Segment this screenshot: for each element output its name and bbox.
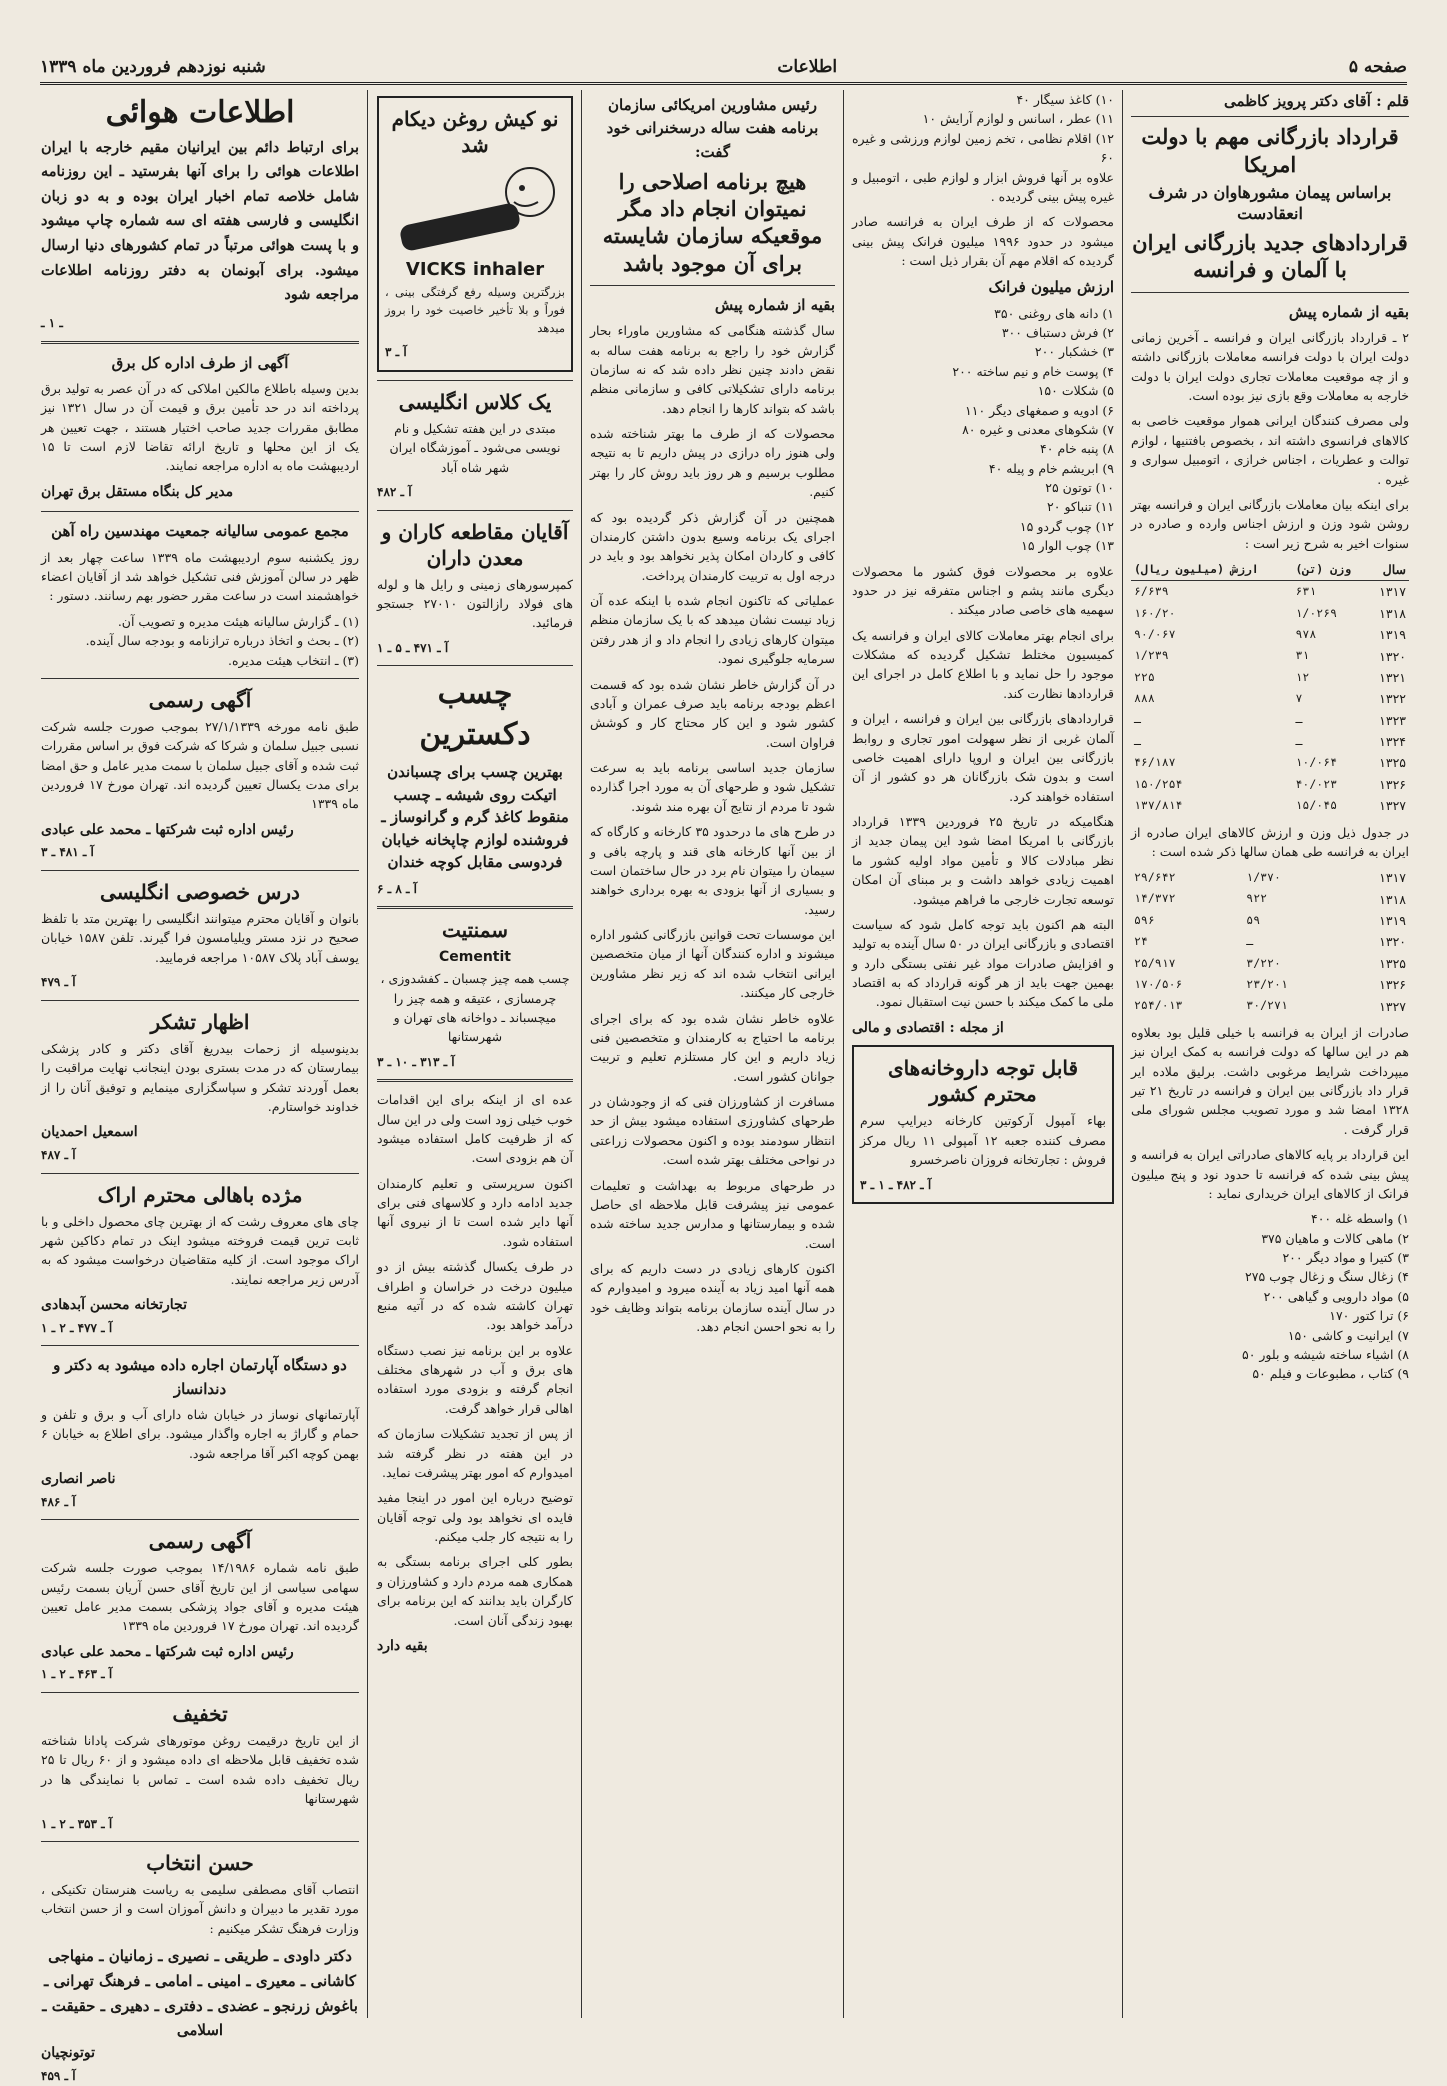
table-row (1131, 889, 1409, 910)
paragraph: محصولات که از طرف ایران به فرانسه صادر میشود در حدود ۱۹۹۶ میلیون فرانک پیش بینی گردیده که اقلام مهم آن بقرار ذیل است : (852, 214, 1114, 268)
table-body (1131, 581, 1409, 817)
paragraph: محصولات که از طرف ما بهتر شناخته شده ولی هنوز راه درازی در پیش داریم تا به نتیجه مطلوب برسیم و هر روز باید روش کار را بهتر کنیم. (590, 426, 835, 500)
notice-title: مژده باهالی محترم اراک (97, 1182, 303, 1207)
notice-title: تخفیف (172, 1702, 228, 1727)
table-cell: ۱۴/۳۷۲ (1134, 891, 1176, 906)
trade-table-imports (1131, 559, 1409, 817)
table-row (1131, 996, 1409, 1017)
divider (41, 511, 359, 512)
paragraph: علاوه خاطر نشان شده بود که برای اجرای برنامه ما احتیاج به کارمندان و متخصصین فنی زیاد داریم و این کار مستلزم تعلیم و تربیت جوانان کشور است. (590, 1010, 835, 1084)
article-trade-agreement (1131, 90, 1409, 2018)
paragraph: اکنون سرپرستی و تعلیم کارمندان جدید ادامه دارد و کلاسهای فنی برای آنها دایر شده است تا از نیروی آنها استفاده شود. (377, 1175, 573, 1249)
kicker: رئیس مشاورین امریکائی سازمان برنامه هفت ساله درسخنرانی خود گفت: (606, 96, 819, 161)
table-cell: ۱۳۲۱ (1379, 669, 1406, 685)
ad-code: آ ـ ۳۵۳ ـ ۲ ـ ۱ (41, 1816, 113, 1831)
source-credit: از مجله : اقتصادی و مالی (852, 1019, 1004, 1036)
list-item: ۱۱) تنباکو ۲۰ (1047, 499, 1114, 515)
signatories: دکتر داودی ـ طریقی ـ نصیری ـ زمانیان ـ منهاجی کاشانی ـ معیری ـ امینی ـ امامی ـ فرهنگ تهرانی ـ باغوش زرنجو ـ عضدی ـ دفتری ـ دهیری ـ حقیقت ـ اسلامی (42, 1947, 358, 2040)
paragraph: اکنون کارهای زیادی در دست داریم که برای همه آنها امید زیاد به آینده میرود و امیدوارم که در سال آینده سازمان برنامه بتواند وظایف خود را به نحو احسن انجام دهد. (590, 1261, 835, 1335)
paragraph: در طرح های ما درحدود ۳۵ کارخانه و کارگاه که از بین آنها کارخانه های قند و پارچه بافی و سیمان را میتوان نام برد در حال ساختمان است و بسیاری از آنها بزودی به بهره برداری خواهند رسید. (590, 824, 835, 917)
table-cell: ۱۳۲۷ (1379, 998, 1406, 1014)
paragraph: برای اینکه بیان معاملات بازرگانی ایران و فرانسه بهتر روشن شود وزن و ارزش اجناس وارده و صادره در سنوات اخیر به شرح زیر است : (1131, 496, 1409, 551)
headline: قرارداد بازرگانی مهم با دولت امریکا (1141, 124, 1399, 177)
table-cell: ۲۵۴/۰۱۳ (1134, 998, 1183, 1013)
table-cell: ۱۳۲۴ (1379, 734, 1406, 749)
table-cell: ۱۳۲۷ (1379, 798, 1406, 814)
subhead: براساس پیمان مشورهاوان در شرف انعقادست (1148, 182, 1392, 224)
divider (377, 380, 573, 381)
table-cell: ۳۱ (1295, 648, 1310, 663)
table-cell: ۲۳/۲۰۱ (1246, 976, 1288, 991)
table-cell: ۵۹ (1246, 912, 1261, 927)
notice-text: آپارتمانهای نوساز در خیابان شاه دارای آب و برق و تلفن و حمام و گاراژ به اجاره واگذار میشود. برای اطلاع به خیابان ۶ بهمن کوچه اکبر آقا مراجعه شود. (41, 1406, 359, 1461)
list-item: ۲) ماهی کالات و ماهیان ۳۷۵ (1261, 1230, 1409, 1246)
divider (1131, 292, 1409, 293)
notice-signature: ناصر انصاری (41, 1470, 116, 1487)
table-cell: ۶۳۱ (1295, 584, 1317, 599)
ad-text: مبتدی در این هفته تشکیل و نام نویسی می‌شود ـ آموزشگاه ایران شهر شاه آباد (389, 420, 561, 475)
brand-name: VICKS inhaler (405, 259, 545, 280)
notice-title: درس خصوصی انگلیسی (100, 880, 300, 905)
byline: قلم : آقای دکتر پرویز کاظمی (1131, 90, 1409, 117)
table-cell: ۹۲۲ (1246, 891, 1268, 906)
issue-date: شنبه نوزدهم فروردین ماه ۱۳۳۹ (40, 57, 266, 77)
paragraph: از پس از تجدید تشکیلات سازمان که در این هفته در نظر گرفته شد امیدوارم که امور بهتر پیشرفت نماید. (377, 1426, 573, 1480)
divider (377, 665, 573, 666)
ad-code: آ ـ ۴۷۹ (41, 975, 76, 990)
paragraph: در جدول ذیل وزن و ارزش کالاهای ایران صادره از ایران به فرانسه طی همان سالها ذکر شده است : (1131, 824, 1409, 859)
table-cell: ۱۳۱۷ (1379, 584, 1406, 600)
ad-code: آ ـ ۴۸۶ (41, 1494, 76, 1509)
list-item: ۵) مواد دارویی و گیاهی ۲۰۰ (1263, 1288, 1409, 1304)
ad-title: آقایان مقاطعه کاران و معدن داران (381, 519, 569, 570)
table-cell: ۱۵۰/۲۵۴ (1134, 776, 1183, 791)
list-item: ۱) واسطه غله ۴۰۰ (1311, 1211, 1409, 1227)
article-plan-organization (590, 90, 835, 2018)
divider (41, 870, 359, 871)
table-cell: ۱۳۱۹ (1379, 627, 1406, 643)
paragraph: برای انجام بهتر معاملات کالای ایران و فرانسه یک کمیسیون مختلط تشکیل گردیده که مشکلات موجود را حل نماید و با اطلاع کامل در اجرای این قراردادها نظارت کند. (852, 627, 1114, 701)
ad-code: ـ ۱ ـ (41, 315, 63, 330)
ad-text: بزرگترین وسیله رفع گرفتگی بینی ، فوراً و بلا تأخیر خاصیت خود را بروز میدهد (385, 284, 565, 335)
list-item: ۶) ترا کتور ۱۷۰ (1329, 1308, 1409, 1324)
list-item: ۱۲) چوب گردو ۱۵ (1019, 518, 1114, 534)
table-cell: ۱۳۲۶ (1379, 776, 1406, 792)
ad-title: قابل توجه داروخانه‌های محترم کشور (887, 1056, 1079, 1107)
paragraph: سازمان جدید اساسی برنامه باید به سرعت تشکیل شود و طرحهای آن به مورد اجرا گذارده شود تا مردم از نتایج آن بهره مند شوند. (590, 760, 835, 814)
table-cell: ۱۳۲۵ (1379, 955, 1406, 971)
list-item: ۹) ابریشم خام و پیله ۴۰ (988, 460, 1114, 476)
paragraph: همچنین در آن گزارش ذکر گردیده بود که اجرای یک برنامه وسیع بدون داشتن کارمندان کافی و کاردان امکان پذیر نخواهد بود و باید در درجه اول به تربیت کارمندان پرداخت. (590, 509, 835, 583)
notice-text: طبق نامه شماره ۱۴/۱۹۸۶ بموجب صورت جلسه شرکت سهامی سیاسی از این تاریخ آقای حسن آریان بسمت رئیس هیئت مدیره و آقای جواد پزشکی بسمت مدیر عامل تعیین گردیده اند. تهران مورخ ۱۷ فروردین ماه ۱۳۳۹ (41, 1560, 359, 1634)
table-cell: ۹۰/۰۶۷ (1134, 626, 1176, 641)
divider (377, 510, 573, 511)
table-cell: ۱۳۲۶ (1379, 977, 1406, 993)
table-row (1131, 752, 1409, 773)
table-cell: ۳/۲۲۰ (1246, 955, 1281, 970)
list-item: ۲) فرش دستباف ۳۰۰ (1001, 325, 1114, 340)
list-item: ۸) پنبه خام ۴۰ (1040, 441, 1114, 457)
table-cell: ـ (1295, 712, 1303, 727)
divider (41, 1692, 359, 1693)
page-number: صفحه ۵ (1348, 57, 1407, 77)
list-item: ۴) پوست خام و نیم ساخته ۲۰۰ (952, 363, 1114, 379)
list-item: (۱) ـ گزارش سالیانه هیئت مدیره و تصویب آن. (117, 613, 359, 629)
notice-title: حسن انتخاب (146, 1851, 254, 1876)
notice-text: از این تاریخ درقیمت روغن موتورهای شرکت پادانا شناخته شده تخفیف قابل ملاحظه ای داده میشود و از ۶۰ ریال تا ۲۵ ریال تخفیف داده شده است ـ تماس با نمایندگی ها در شهرستانها (41, 1733, 359, 1807)
table-row (1131, 867, 1409, 888)
table-row (1131, 774, 1409, 795)
table-cell: ۵۹۶ (1134, 912, 1155, 927)
table-row (1131, 581, 1409, 603)
paragraph: صادرات از ایران به فرانسه با خیلی قلیل بود بعلاوه هم در این سالها که دولت فرانسه به کمک ایران نیز میپرداخت شرایط مرغوبی داشت. برلیق ملاده ایر قرار داد بازرگانی بین ایران و فرانسه در تاریخ ۲۱ تیر ۱۳۲۸ امضا شد و مورد تصویب مجلس شورای ملی قرار گرفت . (1131, 1024, 1409, 1137)
table-row (1131, 931, 1409, 952)
article-trade-agreement-cont (852, 90, 1114, 2018)
table-cell: ۱۳۷/۸۱۴ (1134, 797, 1183, 812)
table-cell: ـ (1134, 712, 1141, 727)
notice-text: روز یکشنبه سوم اردیبهشت ماه ۱۳۳۹ ساعت چهار بعد از ظهر در سالن آموزش فنی تشکیل خواهد شد از آقایان اعضاء خواهشمند است در ساعت مقرر حضور بهم رسانند. دستور : (41, 549, 359, 604)
divider (590, 285, 835, 286)
divider (41, 1345, 359, 1346)
list-item: (۳) ـ انتخاب هیئت مدیره. (228, 652, 359, 668)
paragraph: در آن گزارش خاطر نشان شده بود که قسمت اعظم بودجه برنامه باید صرف عمران و آبادی کشور شود و این کار محتاج کار و کوشش فراوان است. (590, 676, 835, 750)
paragraph: این قرارداد بر پایه کالاهای صادراتی ایران به فرانسه و پیش بینی شده که فرانسه تا حدود نود و پنج میلیون فرانک از کالاهای ایران خریداری نماید : (1131, 1147, 1409, 1201)
continued-label: بقیه از شماره پیش (714, 295, 835, 314)
inhaler-illustration (385, 162, 565, 252)
list-item: ۱۱) عطر ، اسانس و لوازم آرایش ۱۰ (922, 111, 1114, 127)
ad-text: کمپرسورهای زمینی و رایل ها و لوله های فولاد رازالتون ۲۷۰۱۰ جستجو فرمائید. (377, 576, 573, 631)
table-row (1131, 953, 1409, 974)
list-item: ۸) اشیاء ساخته شیشه و بلور ۵۰ (1241, 1346, 1409, 1362)
export-items-list (852, 304, 1114, 556)
paragraph: در طرف یکسال گذشته بیش از دو میلیون درخت در خراسان و اطراف تهران کاشته شده که در آتیه منبع درآمد خواهد بود. (377, 1259, 573, 1333)
ad-code: آ ـ ۳ (385, 345, 407, 360)
column-header: ارزش (میلیون ریال) (1134, 561, 1259, 576)
list-item: ۱۳) چوب الوار ۱۵ (1021, 538, 1114, 554)
headline-secondary: قراردادهای جدید بازرگانی ایران با آلمان و فرانسه (1132, 230, 1408, 283)
table-cell: ۱۳۲۰ (1379, 934, 1406, 950)
table-cell: ۲۲۵ (1134, 669, 1155, 684)
table-cell: ۱/۳۷۰ (1246, 870, 1281, 885)
ad-text: چسب همه چیز چسبان ـ کفشدوزی ، چرمسازی ، عتیقه و همه چیز را میچسباند ـ دواخانه های تهران و شهرستانها (380, 971, 570, 1045)
table-cell: ۱۳۱۸ (1379, 891, 1406, 907)
table-cell: ۱۳۲۰ (1379, 648, 1406, 664)
table-cell: ۱/۰۲۶۹ (1295, 605, 1338, 620)
ad-code: آ ـ ۴۵۹ (41, 2068, 76, 2083)
table-row (1131, 731, 1409, 752)
table-cell: ۹۷۸ (1295, 626, 1317, 641)
notice-signature: اسمعیل احمدیان (41, 1124, 138, 1141)
list-item: ۹) کتاب ، مطبوعات و فیلم ۵۰ (1252, 1366, 1409, 1382)
table-cell: ۱۳۲۲ (1379, 691, 1406, 707)
table-cell: ۴۶/۱۸۷ (1134, 755, 1176, 770)
paragraph: علاوه بر این برنامه نیز نصب دستگاه های برق و آب در شهرهای مختلف انجام گرفته و بزودی مورد استفاده اهالی قرار خواهد گرفت. (377, 1342, 573, 1416)
table-header (1131, 559, 1409, 581)
list-item: ۴) زغال سنگ و زغال چوب ۲۷۵ (1245, 1269, 1409, 1285)
notice-signature: تجارتخانه محسن آبدهادی (41, 1297, 187, 1314)
list-item: ۱۲) اقلام نظامی ، تخم زمین لوازم ورزشی و غیره ۶۰ (852, 130, 1114, 166)
column-header: سال (1382, 562, 1406, 577)
column-rule (843, 90, 844, 2018)
paragraph: ولی مصرف کنندگان ایرانی هموار موقعیت خاصی به کالاهای فرانسوی داشته اند ، بخصوص بافتنیها ، لوازم توالت و عطریات ، اجناس خرازی ، اتومبیل سواری و غیره . (1131, 413, 1409, 487)
table-cell: ۱۰/۰۶۴ (1295, 755, 1338, 770)
table-cell: ۲۹/۶۴۲ (1134, 870, 1176, 885)
table-cell: ـ (1134, 733, 1141, 748)
paragraph: مسافرت از کشاورزان فنی که از وجودشان در طرحهای کشاورزی استفاده میشود بیش از حد انتظار سودمند بوده و اکنون محصولات زراعتی در نواحی مختلف بهتر شده است. (590, 1094, 835, 1168)
notice-signature: رئیس اداره ثبت شرکتها ـ محمد علی عبادی (41, 1643, 294, 1660)
paragraph: این موسسات تحت قوانین بازرگانی کشور اداره میشوند و اداره کنندگان آنها از میان متخصصین ایرانی انتخاب شده اند که زیر نظر مشاورین خارجی کار میکنند. (590, 927, 835, 1001)
notice-title: آگهی از طرف اداره کل برق (111, 353, 289, 372)
list-item: ۱۰) توتون ۲۵ (1045, 480, 1114, 495)
list-item: ۳) کتیرا و مواد دیگر ۲۰۰ (1282, 1250, 1409, 1265)
notice-text: بدین وسیله باطلاع مالکین املاکی که در آن عصر به تولید برق پرداخته اند در حد تأمین برق و قیمت آن در سال ۱۳۲۱ نیز مطابق مقررات جدید صاحب اختیار هستند ، جهت تعیین هر یک از این محلها و تاریخ ارائه تقاضا لازم است تا ۱۵ اردیبهشت ماه به اداره مراجعه نمایند. (41, 380, 359, 474)
table-body (1131, 867, 1409, 1017)
ads-and-article (377, 90, 573, 2018)
ad-title: چسب دکسترین (419, 676, 531, 752)
headline: هیچ برنامه اصلاحی را نمیتوان انجام داد مگر موقعیکه سازمان شایسته برای آن موجود باشد (602, 168, 823, 276)
intro-text: برای ارتباط دائم بین ایرانیان مقیم خارجه با ایران اطلاعات هوائی را برای آنها بفرستید ـ این روزنامه شامل خلاصه تمام اخبار ایران بوده و به دو زبان انگلیسی و فارسی هفته ای سه شماره چاپ میشود و با پست هوائی مرتباً در تمام کشورهای دنیا ارسال میشود. برای آبونمان به دفتر روزنامه اطلاعات مراجعه شود (41, 138, 359, 304)
divider (41, 678, 359, 679)
ad-text: بهاء آمپول آرکوتین کارخانه دیرایپ سرم مصرف کننده جعبه ۱۲ آمپولی ۱۱ ریال مرکز فروش : تجارتخانه فروزان ناصرخسرو (860, 1113, 1106, 1168)
divider (377, 1079, 573, 1082)
paper-name: اطلاعات (777, 57, 838, 77)
list-item: ۱) دانه های روغنی ۳۵۰ (994, 305, 1114, 321)
notice-signature: مدیر کل بنگاه مستقل برق تهران (41, 483, 234, 500)
ad-code: آ ـ ۴۸۲ ـ ۱ ـ ۳ (860, 1177, 932, 1192)
table-cell: ۱۷۰/۵۰۶ (1134, 976, 1183, 991)
table-cell: ۷ (1295, 691, 1303, 706)
table-cell: ۱۳۱۸ (1379, 605, 1406, 621)
table-cell: ۱۵/۰۴۵ (1295, 797, 1338, 812)
table-cell: ۶/۶۳۹ (1134, 584, 1169, 599)
paragraph: سال گذشته هنگامی که مشاورین ماوراء بحار گزارش خود را راجع به برنامه هفت ساله به نقض دادند چنین نظر داده شد که نه سازمان برنامه دارای تشکیلاتی کافی و سازمانی منظم باشد که بتواند کارها را انجام دهد. (590, 323, 835, 416)
table-cell: ۱۳۱۷ (1379, 870, 1406, 886)
list-title: ارزش میلیون فرانک (988, 278, 1114, 297)
list-item: ۷) شکوهای معدنی و غیره ۸۰ (962, 421, 1114, 437)
table-cell: ـ (1246, 934, 1254, 949)
table-cell: ۲۴ (1134, 934, 1148, 949)
export-list (1131, 1209, 1409, 1383)
table-cell: ۱۲ (1295, 669, 1310, 684)
paragraph: در طرحهای مربوط به بهداشت و تعلیمات عمومی نیز پیشرفت قابل ملاحظه ای حاصل شده و بیمارستانها و مدارس جدید ساخته شده است. (590, 1177, 835, 1251)
list-item: ۳) خشکبار ۲۰۰ (1034, 344, 1114, 360)
brand-name: Cementit (438, 949, 511, 966)
table-row (1131, 710, 1409, 731)
notice-title: مجمع عمومی سالیانه جمعیت مهندسین راه آهن (51, 522, 349, 541)
ad-title: یک کلاس انگلیسی (398, 389, 552, 414)
table-cell: ۱۳۲۵ (1379, 755, 1406, 771)
notice-title: آگهی رسمی (148, 687, 252, 712)
continued-note: بقیه دارد (377, 1637, 428, 1654)
table-row (1131, 646, 1409, 667)
paragraph: عده ای از اینکه برای این اقدامات خوب خیلی زود است ولی در این سال که از ظرفیت کامل استفاده میشود آن هم بزودی است. (377, 1092, 573, 1166)
page-header (40, 52, 1407, 85)
inhaler-icon (390, 162, 560, 252)
table-cell: ۱۳۱۹ (1379, 913, 1406, 928)
notice-text: انتصاب آقای مصطفی سلیمی به ریاست هنرستان تکنیکی ، مورد تقدیر ما دبیران و دانش آموزان است و از حسن انتخاب وزارت فرهنگ تشکر میکنیم : (41, 1882, 359, 1936)
notice-text: بدینوسیله از زحمات بیدریغ آقای دکتر و کادر پزشکی بیمارستان که در مدت بستری بودن اینجانب نهایت مراقبت را بعمل آوردند تشکر و سپاسگزاری مینمایم و توفیق آنان را از خداوند خواستارم. (41, 1040, 359, 1114)
ad-title: سمنتیت (441, 918, 509, 943)
divider (41, 1173, 359, 1174)
table-row (1131, 667, 1409, 688)
table-cell: ۴۰/۰۲۳ (1295, 776, 1338, 791)
notice-text: چای های معروف رشت که از بهترین چای محصول داخلی و با ثابت ترین قیمت فروخته میشود اینک در تمام دکاکین شهر اراک موجود است. از کلیه متقاضیان درخواست میشود که به آدرس زیر مراجعه نمایند. (41, 1213, 359, 1287)
table-cell: ۳۰/۲۷۱ (1246, 998, 1288, 1013)
table-row (1131, 910, 1409, 931)
paragraph: البته هم اکنون باید توجه کامل شود که سیاست اقتصادی و بازرگانی ایران در ۵۰ سال آینده به تولید و افزایش صادرات مواد غیر نفتی بستگی دارد و بهمین جهت باید از هر گونه قرارداد که به اقتصاد ملی ما کمک میکند با حسن نیت استقبال نمود. (852, 916, 1114, 1010)
notice-text: طبق نامه مورخه ۲۷/۱/۱۳۳۹ بموجب صورت جلسه شرکت نسبی جبیل سلمان و شرکا که شرکت فوق بر اساس مقررات ثبت شده و آقای جبیل سلمان با سمت مدیر عامل و حق امضا برای مدت یکسال تعیین گردیده اند. تهران مورخ ۱۷ فروردین ماه ۱۳۳۹ (41, 718, 359, 812)
column-rule (367, 90, 368, 2018)
continued-label: بقیه از شماره پیش (1288, 302, 1409, 321)
notice-title: دو دستگاه آپارتمان اجاره داده میشود به دکتر و دندانساز (53, 1356, 347, 1398)
table-cell: ۱۳۲۳ (1379, 712, 1406, 728)
table-row (1131, 603, 1409, 624)
section-title: اطلاعات هوائی (105, 95, 295, 130)
list-item: ۱۰) کاغذ سیگار ۴۰ (1016, 92, 1114, 107)
table-row (1131, 795, 1409, 816)
paragraph: علاوه بر آنها فروش ابزار و لوازم طبی ، اتومبیل و غیره پیش بینی گردیده . (852, 169, 1114, 204)
notice-title: آگهی رسمی (148, 1529, 252, 1554)
column-header: وزن (تن) (1295, 561, 1351, 576)
agenda-list (41, 612, 359, 670)
ad-code: آ ـ ۴۶۳ ـ ۲ ـ ۱ (41, 1667, 113, 1682)
table-row (1131, 624, 1409, 645)
paragraph: عملیاتی که تاکنون انجام شده با اینکه عده آن زیاد نیست نشان میدهد که با یک سازمان منظم میتوان کارهای زیادی را انجام داد و از هدر رفتن سرمایه جلوگیری نمود. (590, 593, 835, 667)
ad-text: بهترین چسب برای چسباندن اتیکت روی شیشه ـ چسب منقوط کاغذ گرم و گرانوساز ـ فروشنده لوازم چاپخانه خیابان فردوسی مقابل کوچه خندان (381, 763, 569, 872)
paragraph: قراردادهای بازرگانی بین ایران و فرانسه ، ایران و آلمان غربی از نظر سهولت امور تجاری و روابط بازرگانی بین ایران و اروپا دارای اهمیت خاصی است و بدون شک بازرگانان هر دو کشور از آن استفاده خواهند کرد. (852, 711, 1114, 804)
ad-code: آ ـ ۸ ـ ۶ (377, 881, 417, 896)
paragraph: ۲ ـ قرارداد بازرگانی ایران و فرانسه ـ آخرین زمانی دولت ایران با دولت فرانسه معاملات بازرگانی داشته و از چه موقعیت معاملات تجاری دولت ایران با دولت خارجه به معاملات وقع بازی نیز بوده است. (1131, 329, 1409, 403)
table-cell: ۲۵/۹۱۷ (1134, 955, 1176, 970)
paragraph: علاوه بر محصولات فوق کشور ما محصولات دیگری مانند پشم و اجناس متفرقه نیز در حدود سهمیه های خاصی صادر میکند . (852, 563, 1114, 618)
vicks-ad (377, 96, 573, 372)
paragraph: توضیح درباره این امور در اینجا مفید فایده ای نخواهد بود ولی توجه آقایان را به نتیجه کار جلب میکنم. (377, 1490, 573, 1545)
classifieds-column (41, 90, 360, 2083)
divider (41, 1841, 359, 1842)
table-cell: ۱۶۰/۲۰ (1134, 605, 1176, 620)
ad-code: آ ـ ۴۸۱ ـ ۳ (41, 845, 94, 860)
list-item: ۷) ایرانیت و کاشی ۱۵۰ (1287, 1327, 1409, 1343)
table-row (1131, 688, 1409, 709)
divider (377, 906, 573, 909)
table-cell: ـ (1295, 733, 1303, 748)
column-rule (581, 90, 582, 2018)
paragraph: هنگامیکه در تاریخ ۲۵ فروردین ۱۳۳۹ قرارداد بازرگانی با امریکا امضا شود این پیمان جدید از نظر مبادلات کالا و تأمین مواد اولیه کشور ما اهمیت زیادی خواهد داشت و بر مبنای آن امکان توسعه تجارت خارجی ما فراهم میشود. (852, 814, 1115, 907)
ad-code: آ ـ ۴۸۲ (377, 485, 412, 500)
ad-title: نو کیش روغن دیکام شد (391, 107, 559, 157)
notice-text: بانوان و آقایان محترم میتوانند انگلیسی را بهترین متد با تلفظ صحیح در نزد مستر ویلیامسون فرا گیرند. تلفن ۱۵۸۷ خیابان یوسف آباد پلاک ۱۰۵۸۷ مراجعه فرمایید. (41, 911, 360, 965)
list-item: (۲) ـ بحث و اتخاذ درباره ترازنامه و بودجه سال آینده. (85, 633, 359, 649)
list-item: ۶) ادویه و صمغهای دیگر ۱۱۰ (965, 402, 1114, 418)
notice-title: اظهار تشکر (150, 1009, 250, 1034)
table-row (1131, 974, 1409, 995)
table-cell: ۱/۲۳۹ (1134, 648, 1169, 663)
paragraph: بطور کلی اجرای برنامه بستگی به همکاری همه مردم دارد و کشاورزان و کارگران باید بدانند که این برنامه برای بهبود زندگی آنان است. (377, 1554, 573, 1628)
ad-code: آ ـ ۴۷۷ ـ ۲ ـ ۱ (41, 1320, 113, 1335)
column-rule (1122, 90, 1123, 2018)
pharmacy-notice (852, 1045, 1114, 1204)
list-item: ۵) شکلات ۱۵۰ (1037, 383, 1114, 399)
notice-signature: توتونچیان (41, 2045, 95, 2062)
ad-code: آ ـ ۴۸۷ (41, 1147, 76, 1162)
ad-code: آ ـ ۴۷۱ ـ ۵ ـ ۱ (377, 640, 449, 655)
import-list (852, 90, 1114, 168)
divider (41, 1000, 359, 1001)
notice-signature: رئیس اداره ثبت شرکتها ـ محمد علی عبادی (41, 821, 294, 838)
divider (41, 341, 359, 344)
trade-table-exports (1131, 867, 1409, 1017)
divider (41, 1519, 359, 1520)
table-cell: ۸۸۸ (1134, 691, 1155, 706)
ad-code: آ ـ ۳۱۳ ـ ۱۰ ـ ۳ (377, 1054, 455, 1069)
